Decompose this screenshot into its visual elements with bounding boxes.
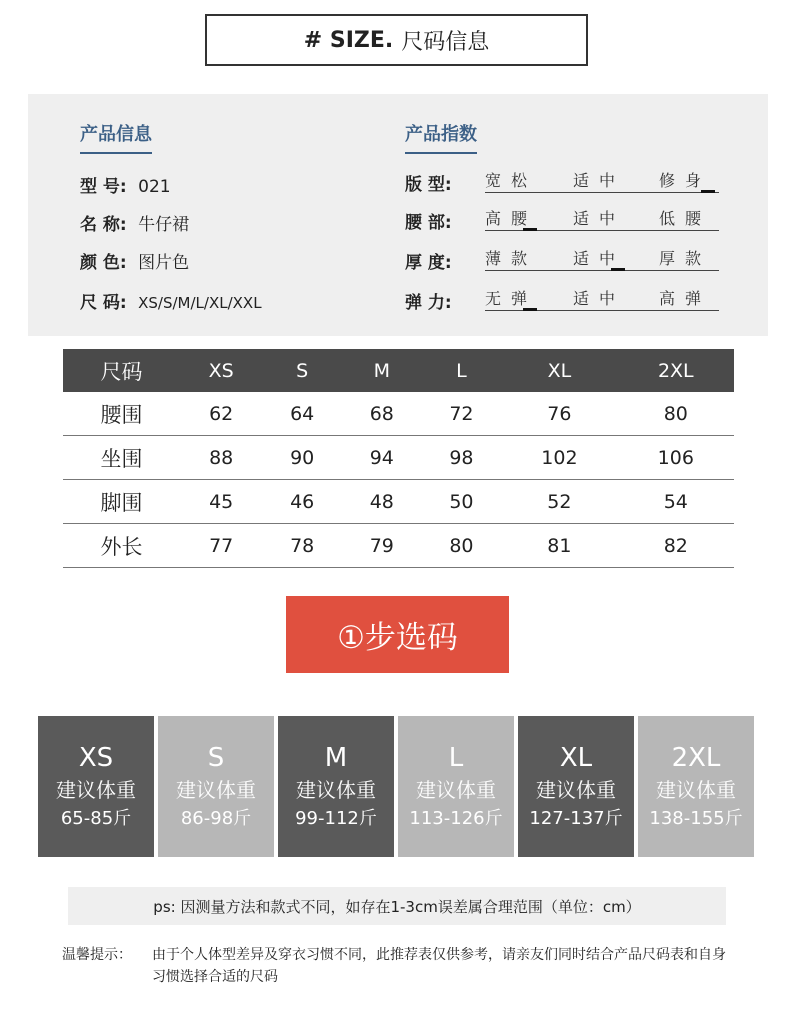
- product-info-key: 型 号:: [80, 177, 127, 197]
- table-cell: 106: [618, 436, 734, 480]
- table-cell: 80: [618, 392, 734, 436]
- product-info-value: XS/S/M/L/XL/XXL: [138, 294, 262, 312]
- step-select-size-banner: ①步选码: [286, 596, 509, 673]
- table-cell: 62: [180, 392, 262, 436]
- product-info-value: 牛仔裙: [138, 215, 190, 235]
- product-index-row: [405, 170, 712, 195]
- product-index-heading: 产品指数: [405, 120, 477, 154]
- table-cell: 外长: [63, 524, 180, 568]
- size-cards: [38, 716, 754, 857]
- table-cell: 98: [422, 436, 502, 480]
- size-card: [518, 716, 634, 857]
- index-option: 适中: [573, 209, 626, 228]
- table-header-cell: M: [342, 349, 422, 392]
- table-header-cell: L: [422, 349, 502, 392]
- table-header-cell: 尺码: [63, 349, 180, 392]
- size-card-size: 2XL: [671, 742, 721, 773]
- index-scale: [485, 206, 719, 231]
- product-info-row: [80, 248, 189, 273]
- table-cell: 80: [422, 524, 502, 568]
- index-option: 无弹: [485, 289, 538, 308]
- product-info-row: [80, 172, 171, 197]
- index-selected-mark: [611, 268, 625, 271]
- product-index-row: [405, 248, 712, 273]
- table-row: [63, 480, 734, 524]
- index-option: 适中: [573, 289, 626, 308]
- table-cell: 50: [422, 480, 502, 524]
- index-option: 高弹: [659, 289, 712, 308]
- index-option: 高腰: [485, 209, 538, 228]
- size-card-label: 建议体重: [416, 777, 496, 802]
- size-table: [63, 349, 734, 568]
- size-card-size: M: [324, 742, 348, 773]
- table-cell: 82: [618, 524, 734, 568]
- size-card-label: 建议体重: [656, 777, 736, 802]
- table-cell: 腰围: [63, 392, 180, 436]
- index-option: 厚款: [659, 249, 712, 268]
- product-info-value: 021: [138, 177, 171, 197]
- table-cell: 45: [180, 480, 262, 524]
- page-title: [205, 14, 588, 66]
- product-info-heading: 产品信息: [80, 120, 152, 154]
- size-card-label: 建议体重: [176, 777, 256, 802]
- size-card-label: 建议体重: [56, 777, 136, 802]
- product-info-row: [80, 210, 189, 235]
- table-cell: 94: [342, 436, 422, 480]
- table-cell: 72: [422, 392, 502, 436]
- index-scale: [485, 246, 719, 271]
- size-card: [638, 716, 754, 857]
- index-scale: [485, 168, 719, 193]
- table-header-cell: 2XL: [618, 349, 734, 392]
- table-cell: 81: [501, 524, 617, 568]
- size-card: [38, 716, 154, 857]
- size-card-range: 65-85斤: [60, 807, 132, 829]
- index-option: 适中: [573, 171, 626, 190]
- product-info-key: 颜 色:: [80, 253, 127, 273]
- table-header-cell: S: [262, 349, 342, 392]
- size-card: [398, 716, 514, 857]
- size-card-range: 86-98斤: [180, 807, 252, 829]
- table-cell: 77: [180, 524, 262, 568]
- product-info-key: 尺 码:: [80, 293, 127, 313]
- info-panel: [28, 94, 768, 336]
- product-index-key: 版 型:: [405, 175, 452, 195]
- index-selected-mark: [523, 308, 537, 311]
- index-option: 适中: [573, 249, 626, 268]
- product-index-row: [405, 208, 712, 233]
- size-table-header: [63, 349, 734, 392]
- table-cell: 46: [262, 480, 342, 524]
- product-info-key: 名 称:: [80, 215, 127, 235]
- measurement-note: ps: 因测量方法和款式不同，如存在1-3cm误差属合理范围（单位：cm）: [68, 887, 726, 925]
- table-header-cell: XL: [501, 349, 617, 392]
- table-header-cell: XS: [180, 349, 262, 392]
- index-option: 薄款: [485, 249, 538, 268]
- index-scale: [485, 286, 719, 311]
- product-info-value: 图片色: [138, 253, 190, 273]
- warm-tip: [62, 944, 742, 988]
- size-card-size: S: [207, 742, 225, 773]
- table-cell: 54: [618, 480, 734, 524]
- size-card-range: 113-126斤: [409, 807, 503, 829]
- size-card-range: 99-112斤: [295, 807, 377, 829]
- index-selected-mark: [701, 190, 715, 193]
- title-hash: # SIZE.: [303, 27, 394, 53]
- index-option: 修身: [659, 171, 712, 190]
- table-cell: 90: [262, 436, 342, 480]
- size-card-range: 127-137斤: [529, 807, 623, 829]
- product-info-row: [80, 288, 262, 313]
- size-card-size: L: [448, 742, 464, 773]
- table-cell: 坐围: [63, 436, 180, 480]
- size-card-range: 138-155斤: [649, 807, 743, 829]
- size-card-label: 建议体重: [536, 777, 616, 802]
- table-row: [63, 392, 734, 436]
- table-cell: 78: [262, 524, 342, 568]
- index-option: 低腰: [659, 209, 712, 228]
- product-index-row: [405, 288, 712, 313]
- title-text: 尺码信息: [401, 29, 490, 55]
- table-cell: 48: [342, 480, 422, 524]
- table-cell: 76: [501, 392, 617, 436]
- table-cell: 64: [262, 392, 342, 436]
- table-row: [63, 436, 734, 480]
- size-card: [158, 716, 274, 857]
- warm-tip-text: 由于个人体型差异及穿衣习惯不同，此推荐表仅供参考，请亲友们同时结合产品尺码表和自身习惯选择合适的尺码: [152, 947, 726, 985]
- size-card-size: XL: [559, 742, 593, 773]
- size-card-size: XS: [78, 742, 114, 773]
- table-cell: 52: [501, 480, 617, 524]
- product-index-key: 腰 部:: [405, 213, 452, 233]
- size-card-label: 建议体重: [296, 777, 376, 802]
- table-cell: 79: [342, 524, 422, 568]
- table-cell: 88: [180, 436, 262, 480]
- table-cell: 脚围: [63, 480, 180, 524]
- size-card: [278, 716, 394, 857]
- table-cell: 68: [342, 392, 422, 436]
- index-option: 宽松: [485, 171, 538, 190]
- product-index-key: 厚 度:: [405, 253, 452, 273]
- table-row: [63, 524, 734, 568]
- warm-tip-label: 温馨提示：: [62, 947, 132, 963]
- table-cell: 102: [501, 436, 617, 480]
- product-index-key: 弹 力:: [405, 293, 452, 313]
- index-selected-mark: [523, 228, 537, 231]
